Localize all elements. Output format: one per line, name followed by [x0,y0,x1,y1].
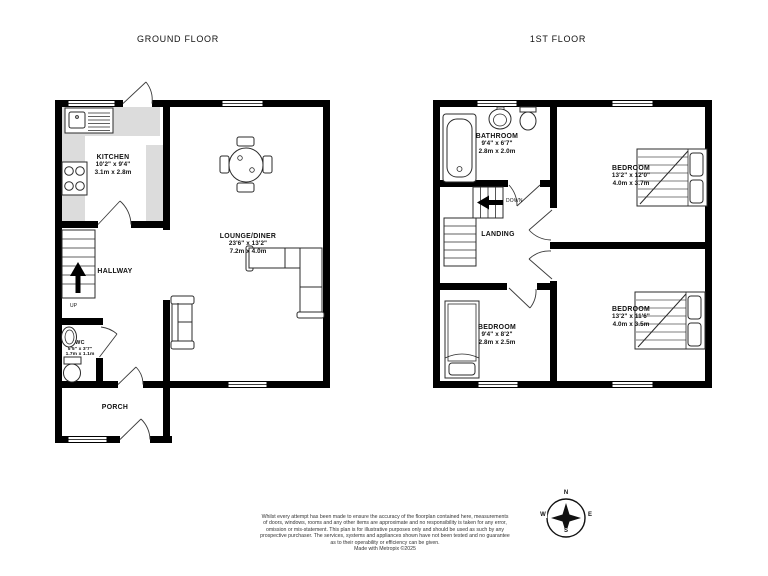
kitchen-door [98,201,131,225]
room-name: KITCHEN [96,154,130,161]
room-dims-metric: 3.1m x 2.8m [94,168,132,176]
room-name: BEDROOM [611,306,651,313]
disclaimer-line: prospective purchaser. The services, systems and appliances shown have not been tested and no guarantee [260,533,510,540]
room-name: PORCH [101,404,129,411]
room-dims-imperial: 9'4" x 6'7" [481,140,513,148]
compass-west-label: W [540,512,546,518]
disclaimer-line: as to their operability or efficiency can be given. [330,539,440,546]
room-dims-metric: 1.7m x 1.1m [65,352,95,358]
room-dims-metric: 7.2m x 4.0m [229,247,267,255]
disclaimer-line: of doors, windows, rooms and any other items are approximate and no responsibility is taken for any error, [263,520,507,527]
kitchen-label [73,154,153,176]
stairs-down-label: DOWN [506,198,523,204]
bedroom-small-door [509,288,536,308]
room-dims-metric: 2.8m x 2.0m [478,147,516,155]
stairs-up [62,230,95,298]
corner-sofa [246,246,324,318]
room-dims-imperial: 23'6" x 13'2" [228,240,268,248]
window [68,437,107,443]
bedroom-front-label [590,165,672,187]
room-dims-imperial: 13'2" x 11'6" [612,313,650,321]
disclaimer-line: omission or mis-statement. This plan is for illustrative purposes only and should be used as such by any [265,526,505,533]
first-floor-title: 1ST FLOOR [529,34,587,44]
bathroom-label [456,133,538,155]
bedroom-small-label [456,324,538,346]
room-dims-metric: 4.0m x 3.7m [612,179,650,187]
kitchen-sink [65,108,113,133]
bedroom-rear-label [590,306,672,328]
room-name: LANDING [481,231,515,238]
wc-label [50,341,110,358]
lounge-diner-label [198,233,298,255]
room-name: BATHROOM [475,133,519,140]
room-name: HALLWAY [97,268,133,275]
window [612,101,653,107]
sofa [171,296,194,349]
ground-floor-plan [55,82,330,443]
bedroom-rear-door [529,251,552,279]
room-dims-imperial: 5'5" x 3'7" [67,346,93,352]
window [228,382,267,388]
disclaimer-text [204,514,566,552]
porch-label [75,404,155,411]
window [477,101,517,107]
window [612,382,653,388]
disclaimer-credit: Made with Metropix ©2025 [354,546,416,553]
room-dims-imperial: 13'2" x 12'0" [611,172,651,180]
room-name: WC [75,340,85,346]
back-door [123,82,152,104]
wc-toilet [64,357,82,382]
compass-south-label: S [563,528,569,534]
window [68,101,115,107]
stairs-down [444,187,503,266]
front-door [118,367,143,385]
room-name: LOUNGE/DINER [219,233,277,240]
compass-east-label: E [587,512,593,518]
dining-table [220,137,272,192]
window [222,101,263,107]
porch-door [120,419,150,440]
compass-north-label: N [563,490,569,496]
room-dims-imperial: 10'2" x 9'4" [95,161,131,169]
disclaimer-line: Whilst every attempt has been made to ensure the accuracy of the floorplan contained here, measurements [261,514,509,520]
room-name: BEDROOM [477,324,517,331]
bathroom-basin [489,107,511,129]
hallway-label [75,268,155,275]
ground-floor-title: GROUND FLOOR [137,34,219,44]
room-dims-metric: 2.8m x 2.5m [478,338,516,346]
toilet [520,107,536,130]
room-name: BEDROOM [611,165,651,172]
room-dims-imperial: 9'4" x 8'2" [481,331,513,339]
landing-label [458,231,538,238]
stairs-up-label: UP [70,303,78,309]
room-dims-metric: 4.0m x 3.5m [612,320,650,328]
window [478,382,518,388]
